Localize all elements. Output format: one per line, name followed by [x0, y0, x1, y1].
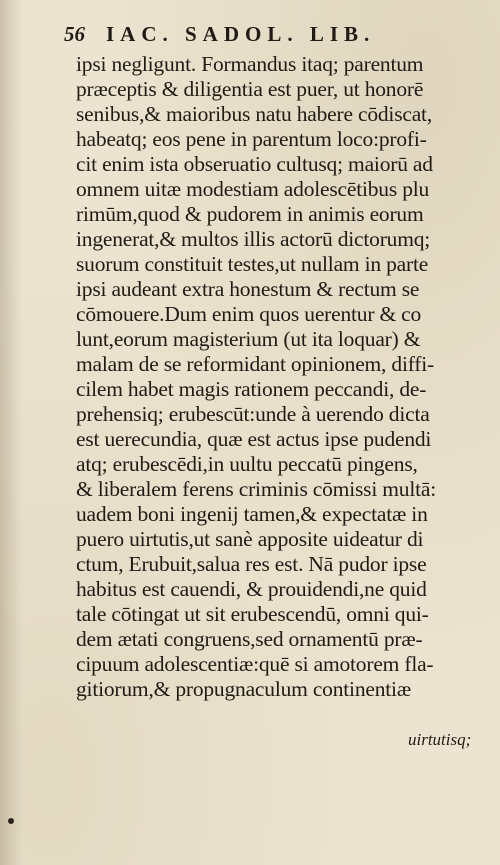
running-head: IAC. SADOL. LIB.: [106, 22, 376, 46]
text-line: senibus,& maioribus natu habere cōdiscat,: [76, 102, 433, 126]
text-line: ipsi audeant extra honestum & rectum se: [76, 277, 420, 301]
page-header: [64, 22, 454, 50]
text-line: gitiorum,& propugnaculum continentiæ: [76, 677, 411, 701]
text-line: cilem habet magis rationem peccandi, de-: [76, 377, 427, 401]
text-line: præceptis & diligentia est puer, ut honorē: [76, 77, 424, 101]
text-line: cipuum adolescentiæ:quē si amotorem fla-: [76, 652, 434, 676]
text-line: uadem boni ingenij tamen,& expectatæ in: [76, 502, 428, 526]
text-line: est uerecundia, quæ est actus ipse pudendi: [76, 427, 432, 451]
text-block: [76, 52, 486, 702]
text-line: prehensiq; erubescūt:unde à uerendo dicta: [76, 402, 430, 426]
text-line: suorum constituit testes,ut nullam in parte: [76, 252, 429, 276]
text-line: malam de se reformidant opinionem, diffi-: [76, 352, 434, 376]
ink-spot: [8, 818, 14, 824]
text-line: cit enim ista obseruatio cultusq; maiorū ad: [76, 152, 433, 176]
text-line: atq; erubescēdi,in uultu peccatū pingens,: [76, 452, 418, 476]
text-line: omnem uitæ modestiam adolescētibus plu: [76, 177, 430, 201]
text-line: lunt,eorum magisterium (ut ita loquar) &: [76, 327, 421, 351]
page-number: 56: [64, 22, 85, 46]
catchword: uirtutisq;: [408, 730, 472, 749]
gutter-shadow: [0, 0, 22, 865]
text-line: tale cōtingat ut sit erubescendū, omni qui-: [76, 602, 429, 626]
text-line: & liberalem ferens criminis cōmissi multā:: [76, 477, 436, 501]
text-line: habeatq; eos pene in parentum loco:profi-: [76, 127, 427, 151]
text-line: dem ætati congruens,sed ornamentū præ-: [76, 627, 423, 651]
text-line: habitus est cauendi, & prouidendi,ne quid: [76, 577, 427, 601]
text-line: ipsi negligunt. Formandus itaq; parentum: [76, 52, 424, 76]
text-line: rimūm,quod & pudorem in animis eorum: [76, 202, 424, 226]
text-line: puero uirtutis,ut sanè apposite uideatur di: [76, 527, 424, 551]
text-line: ingenerat,& multos illis actorū dictorumq;: [76, 227, 431, 251]
text-line: cōmouere.Dum enim quos uerentur & co: [76, 302, 422, 326]
text-line: ctum, Erubuit,salua res est. Nā pudor ipse: [76, 552, 427, 576]
